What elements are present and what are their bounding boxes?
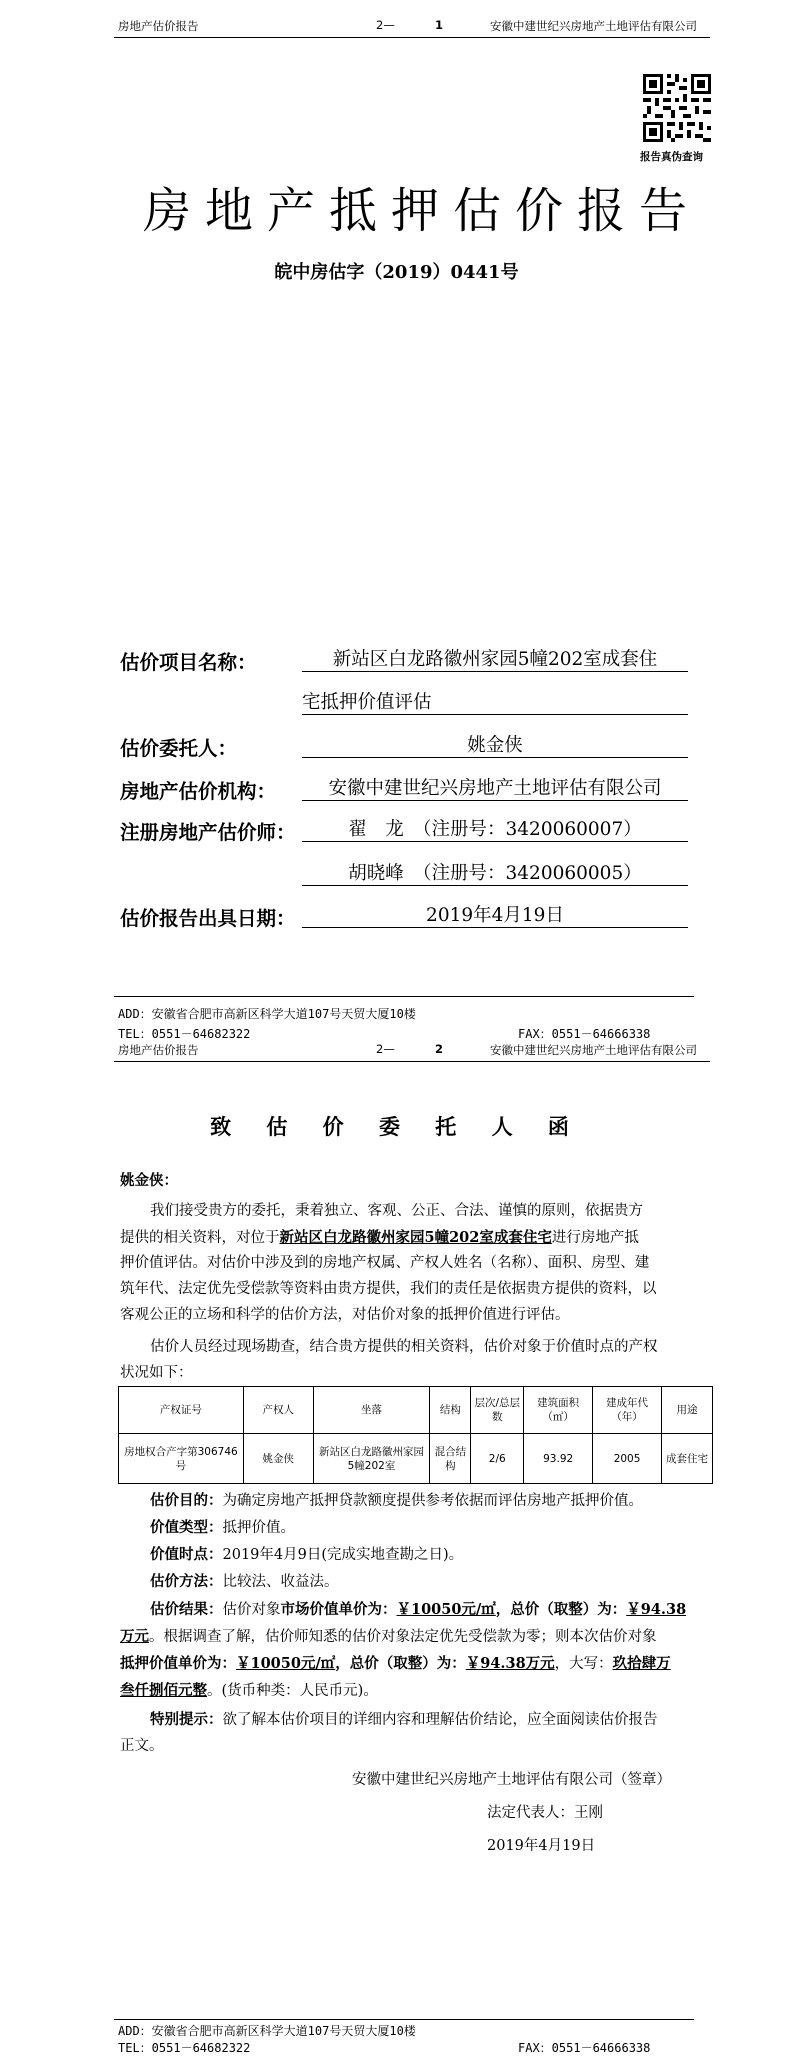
document-number: 皖中房估字（2019）0441号 [274,262,519,283]
para2-line2: 状况如下： [120,1365,193,1381]
header-right: 安徽中建世纪兴房地产土地评估有限公司 [490,19,697,33]
purpose-line [150,1488,643,1515]
result-line4 [120,1678,378,1705]
header-left: 房地产估价报告 [118,1043,199,1057]
table-cell: 混合结构 [430,1434,471,1484]
value-date-line [150,1542,463,1569]
table-header-row [119,1387,713,1434]
tip-text: 欲了解本估价项目的详细内容和理解估价结论，应全面阅读估价报告 [222,1712,658,1728]
property-table [118,1386,713,1484]
para1-line2 [120,1225,639,1252]
para1-line4: 筑年代、法定优先受偿款等资料由贵方提供，我们的责任是依据贵方提供的资料，以 [120,1281,657,1297]
table-header: 建筑面积（㎡） [524,1387,593,1434]
value-type-line [150,1515,295,1542]
table-cell: 新站区白龙路徽州家园5幢202室 [313,1434,430,1484]
qr-caption: 报告真伪查询 [640,151,703,163]
value-date-label: 价值时点： [150,1546,223,1563]
header-rule [114,37,710,38]
project-name-value-cont: 宅抵押价值评估 [302,688,688,715]
method-line [150,1569,339,1596]
table-cell: 房地权合产字第306746号 [119,1434,244,1484]
footer-address: ADD：安徽省合肥市高新区科学大道107号天贸大厦10楼 [118,1007,416,1021]
para1-line5: 客观公正的立场和科学的估价方法，对估价对象的抵押价值进行评估。 [120,1307,570,1323]
market-total-unit: 万元 [120,1628,149,1645]
client-label: 估价委托人： [120,737,238,760]
method-label: 估价方法： [150,1573,223,1590]
header-page-number: 2 [435,1042,444,1056]
table-cell: 成套住宅 [662,1434,713,1484]
project-name-value: 新站区白龙路徽州家园5幢202室成套住 [302,645,688,672]
header-page-indicator: 2— [376,1042,395,1056]
footer-rule [114,996,694,997]
mortgage-total: ￥94.38万元 [465,1655,555,1672]
para2-line1: 估价人员经过现场勘查，结合贵方提供的相关资料，估价对象于价值时点的产权 [150,1339,658,1355]
table-cell: 姚金侠 [243,1434,313,1484]
issue-date-value: 2019年4月19日 [302,901,688,928]
project-name-label: 估价项目名称： [120,651,257,674]
letter-title: 致 估 价 委 托 人 函 [210,1114,583,1139]
value-type-label: 价值类型： [150,1519,223,1536]
tip-line1 [150,1707,658,1734]
header-page-number: 1 [435,18,444,32]
footer-address: ADD：安徽省合肥市高新区科学大道107号天贸大厦10楼 [118,2024,416,2038]
text: 。根据调查了解，估价师知悉的估价对象法定优先受偿款为零；则本次估价对象 [149,1629,657,1645]
para1-line1: 我们接受贵方的委托，秉着独立、客观、公正、合法、谨慎的原则，依据贵方 [150,1203,643,1219]
signature-date: 2019年4月19日 [487,1838,596,1854]
table-header: 用途 [662,1387,713,1434]
footer-tel: TEL：0551－64682322 [118,1027,251,1041]
table-header: 坐落 [313,1387,430,1434]
mortgage-total-label: ，总价（取整）为： [335,1655,466,1672]
market-total: ￥94.38 [626,1601,687,1618]
table-cell: 2/6 [471,1434,524,1484]
result-label: 估价结果： [150,1601,223,1618]
appraiser-label: 注册房地产估价师： [120,821,296,844]
header-left: 房地产估价报告 [118,19,199,33]
mortgage-unit-price: ￥10050元/㎡ [236,1655,336,1672]
amount-in-words: 玖拾肆万 [612,1655,671,1672]
text: ，大写： [554,1656,613,1672]
table-header: 结构 [430,1387,471,1434]
legal-representative: 法定代表人：王刚 [487,1805,603,1821]
result-line3 [120,1651,671,1678]
agency-label: 房地产估价机构： [120,780,277,803]
table-header: 层次/总层数 [471,1387,524,1434]
header-page-indicator: 2— [376,18,395,32]
method-text: 比较法、收益法。 [222,1574,339,1590]
report-title: 房地产抵押估价报告 [142,183,701,239]
value-date-text: 2019年4月9日(完成实地查勘之日)。 [222,1547,464,1563]
header-right: 安徽中建世纪兴房地产土地评估有限公司 [490,1043,697,1057]
agency-value: 安徽中建世纪兴房地产土地评估有限公司 [302,774,688,801]
mortgage-unit-label: 抵押价值单价为： [120,1655,236,1672]
qr-code-icon [641,72,713,144]
market-unit-label: 市场价值单价为： [280,1601,397,1618]
table-header: 产权人 [243,1387,313,1434]
salutation: 姚金侠： [120,1172,178,1189]
text: 。(货币种类：人民币元)。 [207,1683,378,1699]
para1-line3: 押价值评估。对估价中涉及到的房地产权属、产权人姓名（名称）、面积、房型、建 [120,1255,650,1271]
value-type-text: 抵押价值。 [222,1520,295,1536]
footer-fax: FAX：0551－64666338 [518,2041,651,2055]
text: 提供的相关资料，对位于 [120,1230,280,1246]
table-row [119,1434,713,1484]
footer-tel: TEL：0551－64682322 [118,2041,251,2055]
market-unit-price: ￥10050元/㎡ [396,1601,496,1618]
appraiser-2: 胡晓峰 （注册号：3420060005） [302,859,688,886]
text: 进行房地产抵 [551,1230,639,1246]
text: 估价对象 [222,1602,281,1618]
client-value: 姚金侠 [302,731,688,758]
tip-label: 特别提示： [150,1711,223,1728]
table-header: 建成年代（年） [593,1387,662,1434]
market-total-label: ，总价（取整）为： [495,1601,627,1618]
appraiser-1: 翟 龙 （注册号：3420060007） [302,815,688,842]
purpose-text: 为确定房地产抵押贷款额度提供参考依据而评估房地产抵押价值。 [222,1493,643,1509]
purpose-label: 估价目的： [150,1492,223,1509]
result-line1 [150,1597,686,1624]
table-header: 产权证号 [119,1387,244,1434]
signature-company: 安徽中建世纪兴房地产土地评估有限公司（签章） [352,1772,671,1788]
header-rule [114,1061,710,1062]
amount-in-words-cont: 叁仟捌佰元整 [120,1682,207,1699]
table-cell: 2005 [593,1434,662,1484]
issue-date-label: 估价报告出具日期： [120,907,296,930]
footer-fax: FAX：0551－64666338 [518,1027,651,1041]
footer-rule [114,2019,694,2020]
tip-line2: 正文。 [120,1738,164,1754]
property-address: 新站区白龙路徽州家园5幢202室成套住宅 [279,1229,552,1246]
table-cell: 93.92 [524,1434,593,1484]
result-line2 [120,1624,657,1651]
